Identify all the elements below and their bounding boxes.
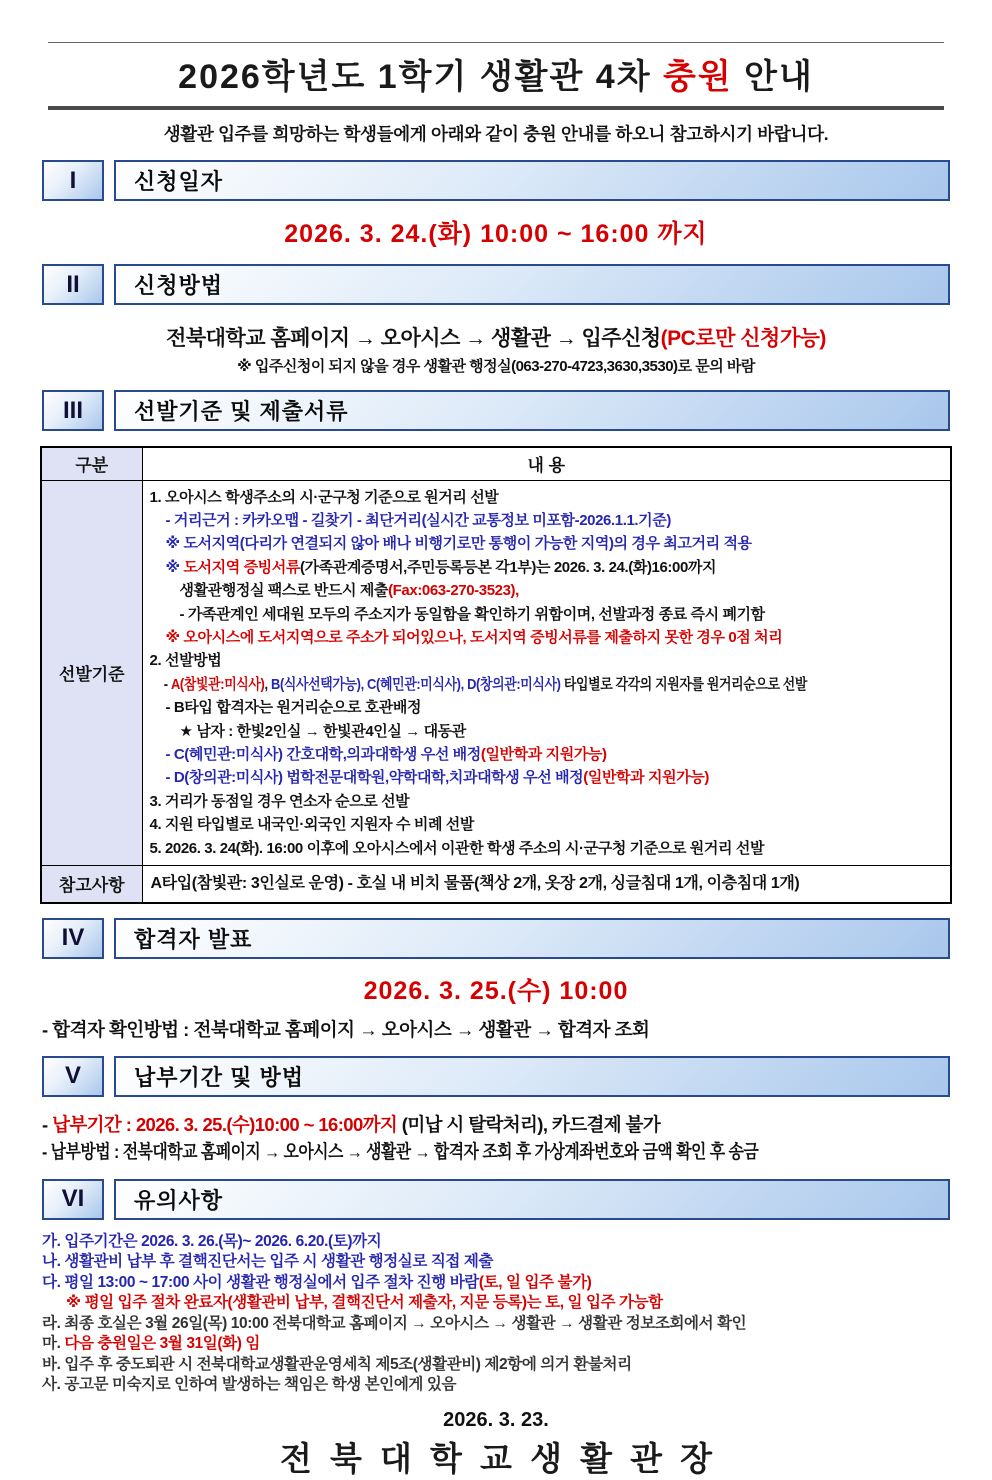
- payment-info-lines: [40, 1111, 952, 1165]
- table-header-row: [41, 447, 951, 480]
- col-header-content: 내 용: [142, 447, 951, 480]
- intro-text: 생활관 입주를 희망하는 학생들에게 아래와 같이 충원 안내를 하오니 참고하시기 바랍니다.: [163, 124, 829, 144]
- apply-method-path: 전북대학교 홈페이지 → 오아시스 → 생활관 → 입주신청(PC로만 신청가능): [166, 327, 826, 350]
- text-line: - D(창의관:미식사) 법학전문대학원,약학대학,치과대학생 우선 배정(일반학과 지원가능): [165, 769, 709, 787]
- section-numeral-4: IV: [42, 918, 104, 959]
- text-line: ※ 평일 입주 절차 완료자(생활관비 납부, 결핵진단서 제출자, 지문 등록)는 토, 일 입주 가능함: [66, 1294, 663, 1311]
- text-line: 1. 오아시스 학생주소의 시·군구청 기준으로 원거리 선발: [149, 488, 499, 506]
- table-row-criteria: [41, 480, 951, 866]
- text-line: 라. 최종 호실은 3월 26일(목) 10:00 전북대학교 홈페이지 → 오아시스 → 생활관 → 생활관 정보조회에서 확인: [42, 1314, 747, 1332]
- section-numeral-5: V: [42, 1056, 104, 1097]
- section-title-3: 선발기준 및 제출서류: [114, 390, 950, 431]
- text-line: - 거리근거 : 카카오맵 - 길찾기 - 최단거리(실시간 교통정보 미포함-2026.1.1.기준): [165, 511, 671, 529]
- apply-method-note: ※ 입주신청이 되지 않을 경우 생활관 행정실(063-270-4723,3630,3530)로 문의 바람: [237, 358, 755, 375]
- section-title-6: 유의사항: [114, 1179, 950, 1220]
- section-title-5: 납부기간 및 방법: [114, 1056, 950, 1097]
- section-title-2: 신청방법: [114, 264, 950, 305]
- section-header-apply-method: [42, 264, 950, 305]
- criteria-table: [40, 446, 952, 904]
- section-header-cautions: [42, 1179, 950, 1220]
- text-line: ※ 도서지역 증빙서류(가족관계증명서,주민등록등본 각1부)는 2026. 3. 24.(화)16:00까지: [165, 558, 717, 576]
- text-line: 4. 지원 타입별로 내국인·외국인 지원자 수 비례 선발: [149, 816, 474, 834]
- text-line: ※ 도서지역(다리가 연결되지 않아 배나 비행기로만 통행이 가능한 지역)의 경우 최고거리 적용: [165, 535, 752, 553]
- caution-lines: [40, 1232, 952, 1396]
- text-line: ★ 남자 : 한빛2인실 → 한빛관4인실 → 대동관: [179, 722, 466, 740]
- row-label-reference: 참고사항: [41, 866, 142, 903]
- title-block: [46, 42, 946, 110]
- row-label-criteria: 선발기준: [41, 480, 142, 866]
- reference-content-cell: [142, 866, 951, 903]
- table-row-reference: [41, 866, 951, 903]
- section-header-apply-date: [42, 160, 950, 201]
- section-header-criteria: [42, 390, 950, 431]
- text-line: 사. 공고문 미숙지로 인하여 발생하는 책임은 학생 본인에게 있음: [42, 1376, 457, 1393]
- text-line: 생활관행정실 팩스로 반드시 제출(Fax:063-270-3523),: [179, 582, 519, 600]
- text-line: 나. 생활관비 납부 후 결핵진단서는 입주 시 생활관 행정실로 직접 제출: [42, 1253, 494, 1270]
- section-header-payment: [42, 1056, 950, 1097]
- title-bottom-rule: [48, 106, 944, 110]
- text-line: - A(참빛관:미식사), B(식사선택가능), C(혜민관:미식사), D(창의관:미식사) 타입별로 각각의 지원자를 원거리순으로 선발: [163, 675, 807, 693]
- issue-date: 2026. 3. 23.: [443, 1408, 549, 1431]
- announcement-check-path: - 합격자 확인방법 : 전북대학교 홈페이지 → 오아시스 → 생활관 → 합격자 조회: [42, 1018, 650, 1040]
- text-line: - 납부기간 : 2026. 3. 25.(수)10:00 ~ 16:00까지 (미납 시 탈락처리), 카드결제 불가: [42, 1113, 661, 1135]
- page-title: 2026학년도 1학기 생활관 4차 충원 안내: [178, 58, 814, 96]
- text-line: 가. 입주기간은 2026. 3. 26.(목)~ 2026. 6.20.(토)까지: [42, 1232, 382, 1250]
- reference-note-text: A타입(참빛관: 3인실로 운영) - 호실 내 비치 물품(책상 2개, 옷장 2개, 싱글침대 1개, 이층침대 1개): [150, 875, 800, 893]
- text-line: - C(혜민관:미식사) 간호대학,의과대학생 우선 배정(일반학과 지원가능): [165, 745, 607, 763]
- signature-text: 전북대학교생활관장: [279, 1439, 731, 1477]
- text-line: ※ 오아시스에 도서지역으로 주소가 되어있으나, 도서지역 증빙서류를 제출하지 못한 경우 0점 처리: [165, 628, 783, 646]
- col-header-category: 구분: [41, 447, 142, 480]
- section-title-4: 합격자 발표: [114, 918, 950, 959]
- section-header-announcement: [42, 918, 950, 959]
- text-line: 다. 평일 13:00 ~ 17:00 사이 생활관 행정실에서 입주 절차 진행 바람(토, 일 입주 불가): [42, 1273, 592, 1291]
- criteria-content-cell: [142, 480, 951, 866]
- text-line: - 가족관계인 세대원 모두의 주소지가 동일함을 확인하기 위함이며, 선발과정 종료 즉시 폐기함: [179, 605, 765, 623]
- text-line: 2. 선발방법: [149, 652, 222, 670]
- text-line: 바. 입주 후 중도퇴관 시 전북대학교생활관운영세칙 제5조(생활관비) 제2항에 의거 환불처리: [42, 1355, 632, 1373]
- section-numeral-3: III: [42, 390, 104, 431]
- section-numeral-1: I: [42, 160, 104, 201]
- section-title-1: 신청일자: [114, 160, 950, 201]
- text-line: 마. 다음 충원일은 3월 31일(화) 임: [42, 1335, 260, 1352]
- announcement-date-text: 2026. 3. 25.(수) 10:00: [363, 976, 629, 1005]
- text-line: 3. 거리가 동점일 경우 연소자 순으로 선발: [149, 792, 410, 810]
- apply-date-text: 2026. 3. 24.(화) 10:00 ~ 16:00 까지: [284, 220, 708, 248]
- text-line: - 납부방법 : 전북대학교 홈페이지 → 오아시스 → 생활관 → 합격자 조회 후 가상계좌번호와 금액 확인 후 송금: [42, 1140, 759, 1162]
- section-numeral-6: VI: [42, 1179, 104, 1220]
- section-numeral-2: II: [42, 264, 104, 305]
- text-line: 5. 2026. 3. 24(화). 16:00 이후에 오아시스에서 이관한 학생 주소의 시·군구청 기준으로 원거리 선발: [149, 839, 765, 857]
- text-line: - B타입 합격자는 원거리순으로 호관배정: [165, 699, 422, 717]
